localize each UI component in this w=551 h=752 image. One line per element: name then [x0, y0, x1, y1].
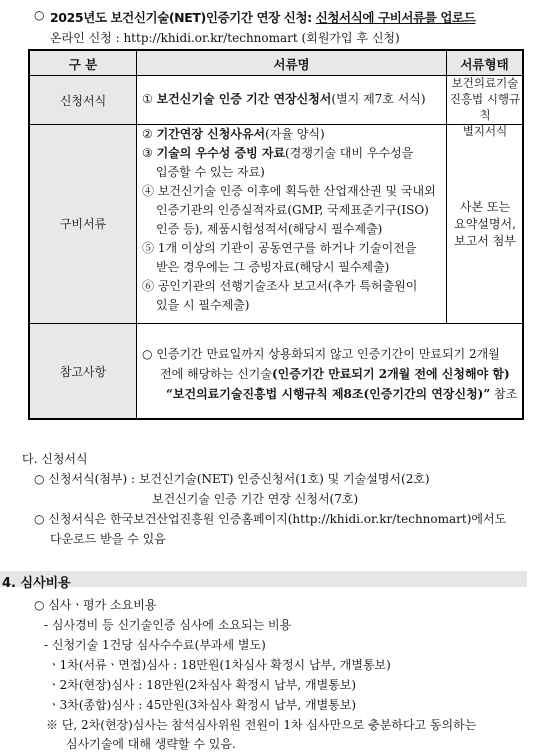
item-bold: 기간연장 신청사유서 [156, 127, 266, 141]
item-prefix: ① [142, 92, 157, 106]
item-prefix: ⑤ [142, 241, 158, 255]
header-form: 서류형태 [460, 57, 509, 72]
title-underlined: 신청서식에 구비서류를 업로드 [315, 10, 476, 25]
form-line: 진흥법 시행규칙 [449, 92, 521, 122]
item-rest: (경쟁기술 대비 우수성을 [285, 146, 414, 160]
item-rest: (자율 양식) [265, 127, 325, 141]
header-documents: 서류명 [273, 57, 310, 72]
note-plain: 전에 해당하는 신기술 [160, 367, 272, 381]
category-required-docs: 구비서류 [59, 217, 107, 231]
section-da-line-4: 다운로드 받을 수 있음 [50, 532, 166, 546]
required-docs-list [142, 125, 442, 315]
table-column-rule [136, 51, 137, 418]
section-title [36, 8, 475, 26]
section-4-line: ※ 단, 2차(현장)심사는 참석심사위원 전원이 1차 심사만으로 충분하다고 동의하는 [46, 718, 477, 732]
note-line-2 [142, 364, 517, 384]
section-da-line-1: ○ 신청서식(첨부) : 보건신기술(NET) 인증신청서(1호) 및 기술설명서(2호) [34, 472, 430, 486]
note-bold: (인증기간 만료되기 2개월 전에 신청해야 함) [271, 367, 510, 381]
form-line: 별지서식 [462, 124, 508, 138]
form-line: 보고서 첨부 [454, 234, 516, 248]
doc-item-4-cont2: 인증 등), 제품시험성적서(해당시 필수제출) [156, 222, 383, 236]
notes-text [142, 344, 517, 404]
doc-item-2 [142, 125, 442, 144]
doc-item-6 [142, 277, 442, 296]
section-4-line: ㆍ2차(현장)심사 : 18만원(2차심사 확정시 납부, 개별통보) [48, 678, 357, 692]
doc-item-5 [142, 239, 442, 258]
note-line-1: ○ 인증기간 만료일까지 상용화되지 않고 인증기간이 만료되기 2개월 [142, 347, 500, 361]
documents-table [28, 49, 524, 420]
item-text: 보건신기술 인증 이후에 획득한 산업재산권 및 국내외 [157, 184, 436, 198]
note-line-3 [142, 384, 517, 404]
item-text: 1개 이상의 기관이 공동연구를 하거나 기술이전을 [157, 241, 417, 255]
bullet-circle: ○ [34, 8, 45, 22]
item-prefix: ④ [142, 184, 158, 198]
doc-item-4-cont1: 인증기관의 인증실적자료(GMP, 국제표준기구(ISO) [156, 203, 429, 217]
form-line: 보건의료기술 [451, 76, 519, 90]
form-type-application [448, 75, 522, 139]
item-prefix: ② [142, 127, 157, 141]
section-4-heading-bar [0, 571, 527, 587]
table-rule [30, 323, 522, 324]
doc-item-1 [142, 90, 426, 109]
header-category: 구 분 [68, 57, 98, 72]
section-4-line: ○ 심사ㆍ평가 소요비용 [34, 598, 157, 612]
category-notes: 참고사항 [59, 365, 107, 379]
doc-item-3-cont: 입증할 수 있는 자료) [156, 165, 265, 179]
section-4-line: ㆍ1차(서류ㆍ면접)심사 : 18만원(1차심사 확정시 납부, 개별통보) [48, 658, 391, 672]
item-text: 공인기관의 선행기술조사 보고서(추가 특허출원이 [157, 279, 418, 293]
title-plain: 2025년도 보건신기술(NET)인증기간 연장 신청: [50, 10, 316, 25]
doc-item-3 [142, 144, 442, 163]
section-da-line-3: ○ 신청서식은 한국보건산업진흥원 인증홈페이지(http://khidi.or.kr/technomart)에서도 [34, 512, 507, 526]
note-plain: 참조 [490, 387, 518, 401]
section-da-line-2: 보건신기술 인증 기간 연장 신청서(7호) [152, 492, 359, 506]
doc-item-5-cont: 받은 경우에는 그 증빙자료(해당시 필수제출) [156, 260, 390, 274]
section-4-title: 4. 심사비용 [2, 576, 71, 591]
note-bold: “보건의료기술진흥법 시행규칙 제8조(인증기간의 연장신청)” [166, 387, 491, 401]
form-line: 요약설명서, [454, 217, 516, 231]
section-4-line: - 신청기술 1건당 심사수수료(부과세 별도) [44, 638, 266, 652]
item-bold: 보건신기술 인증 기간 연장신청서 [156, 92, 332, 106]
item-rest: (별지 제7호 서식) [331, 92, 426, 106]
section-da-title: 다. 신청서식 [22, 452, 88, 466]
form-line: 사본 또는 [459, 200, 511, 214]
table-column-rule [446, 51, 447, 323]
item-prefix: ⑥ [142, 279, 158, 293]
section-4-line: - 심사경비 등 신기술인증 심사에 소요되는 비용 [44, 618, 292, 632]
section-4-line: ㆍ3차(종합)심사 : 45만원(3차심사 확정시 납부, 개별통보) [48, 698, 357, 712]
form-type-required [448, 199, 522, 250]
category-application-form: 신청서식 [59, 94, 107, 108]
online-application-line: 온라인 신청 : http://khidi.or.kr/technomart (회원가입 후 신청) [50, 31, 400, 45]
item-prefix: ③ [142, 146, 157, 160]
doc-item-6-cont: 있을 시 필수제출) [156, 298, 250, 312]
doc-item-4 [142, 182, 442, 201]
item-bold: 기술의 우수성 증빙 자료 [156, 146, 286, 160]
section-4-line: 심사기술에 대해 생략할 수 있음. [66, 737, 236, 751]
